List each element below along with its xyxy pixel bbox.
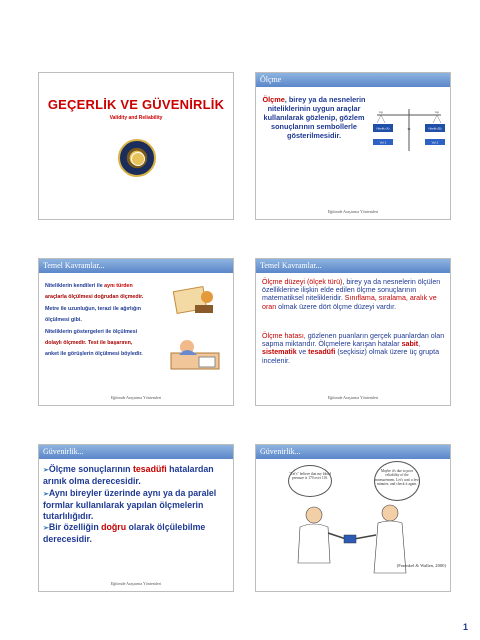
term-olcme: Ölçme <box>262 95 285 104</box>
arrow-bullet-icon: ➢ <box>43 490 49 498</box>
slide-body <box>45 281 163 361</box>
bullet-list <box>43 464 231 546</box>
slide-title-heading: GEÇERLİK VE GÜVENİRLİK <box>47 97 225 112</box>
body-line: araçlarla ölçülmesi doğrudan ölçmedir. <box>45 294 144 301</box>
slide-title <box>38 72 234 220</box>
scale-equal: = <box>407 127 411 133</box>
slide-header: Güvenirlik... <box>256 445 450 459</box>
speech-bubble-patient: "Let's" believe that my blood pressure is 170 over 110. <box>288 465 332 497</box>
arrow-bullet-icon: ➢ <box>43 467 49 474</box>
slide-header: Temel Kavramlar... <box>256 259 450 273</box>
slide-header: Ölçme <box>256 73 450 87</box>
slide-temel-kavramlar-1 <box>38 258 234 406</box>
arrow-bullet-icon: ➢ <box>43 525 49 533</box>
body-line: dolaylı ölçmedir. Test ile başarının, <box>45 340 133 347</box>
slide-footer: Eğitimde Araştırma Yöntemleri <box>327 395 379 400</box>
scale-right-top: kg <box>435 110 439 114</box>
university-seal-icon <box>118 139 156 177</box>
body-line: Niteliklerin kendileri ile aynı türden <box>45 283 133 289</box>
list-item: ➢Ölçme sonuçlarının tesadüfi hatalardan arınık olma derecesidir. <box>43 464 214 487</box>
speech-bubble-nurse: Maybe it's due to poor reliability of the measurement. Let's wait a few minutes, and check it again. <box>374 461 420 501</box>
list-item: ➢Bir özelliğin doğru olarak ölçülebilme derecesidir. <box>43 522 206 545</box>
body-line: anket ile görüşlerin ölçülmesi böyledir. <box>45 351 143 358</box>
scale-right-box: Nitelik (B) <box>428 126 442 131</box>
slide-header: Temel Kavramlar... <box>39 259 233 273</box>
body-line: ölçülmesi gibi. <box>45 317 82 324</box>
slide-olcme <box>255 72 451 220</box>
slide-footer: Eğitimde Araştırma Yöntemleri <box>110 395 162 400</box>
slide-title-subtitle: Validity and Reliability <box>109 115 163 121</box>
paragraph-olcme-hatasi: Ölçme hatası, gözlenen puanların gerçek puanlardan olan sapma miktarıdır. Ölçmelere karışan hatalar sabit, sistematik ve tesadüfi (seçkisiz) olmak üzere üç grupta incelenir. <box>262 332 445 365</box>
student-writing-clipart-icon <box>169 333 221 373</box>
scale-left-low: Vol 1 <box>379 140 387 145</box>
page-number: 1 <box>463 622 469 632</box>
measuring-clipart-icon <box>171 285 217 317</box>
scale-left-top: kg <box>379 110 383 114</box>
slide-guvenirlik-1 <box>38 444 234 592</box>
slide-footer: Eğitimde Araştırma Yöntemleri <box>327 209 379 214</box>
slide-temel-kavramlar-2 <box>255 258 451 406</box>
citation: (Fraenkel & Wallen, 2000) <box>396 563 446 568</box>
paragraph-olcme-duzeyi: Ölçme düzeyi (ölçek türü), birey ya da nesnelerin ölçülen özelliklerine ilişkin elde edilen ölçme sonuçlarının matematiksel nitelikleridir. Sınıflama, sıralama, aralık ve oran olmak üzere dört ölçme düzeyi vardır. <box>262 278 441 311</box>
definition-text <box>260 95 368 140</box>
list-item: ➢Aynı bireyler üzerinde aynı ya da paralel formlar kullanılarak yapılan ölçmelerin tutarlılığıdır. <box>43 487 217 521</box>
body-line: Metre ile uzunluğun, terazi ile ağırlığın <box>45 305 141 312</box>
balance-scale-icon <box>371 107 447 155</box>
definition-body: , birey ya da nesnelerin niteliklerinin uygun araçlar kullanılarak gözlenip, gözlem sonuçlarının sembollerle gösterilmesidir. <box>263 95 366 140</box>
slide-footer: Eğitimde Araştırma Yöntemleri <box>110 581 162 586</box>
slide-guvenirlik-2 <box>255 444 451 592</box>
slide-header: Güvenirlik... <box>39 445 233 459</box>
scale-left-box: Nitelik (A) <box>376 126 390 131</box>
scale-right-low: Vol 2 <box>431 140 439 145</box>
body-line: Niteliklerin göstergeleri ile ölçülmesi <box>45 328 138 335</box>
